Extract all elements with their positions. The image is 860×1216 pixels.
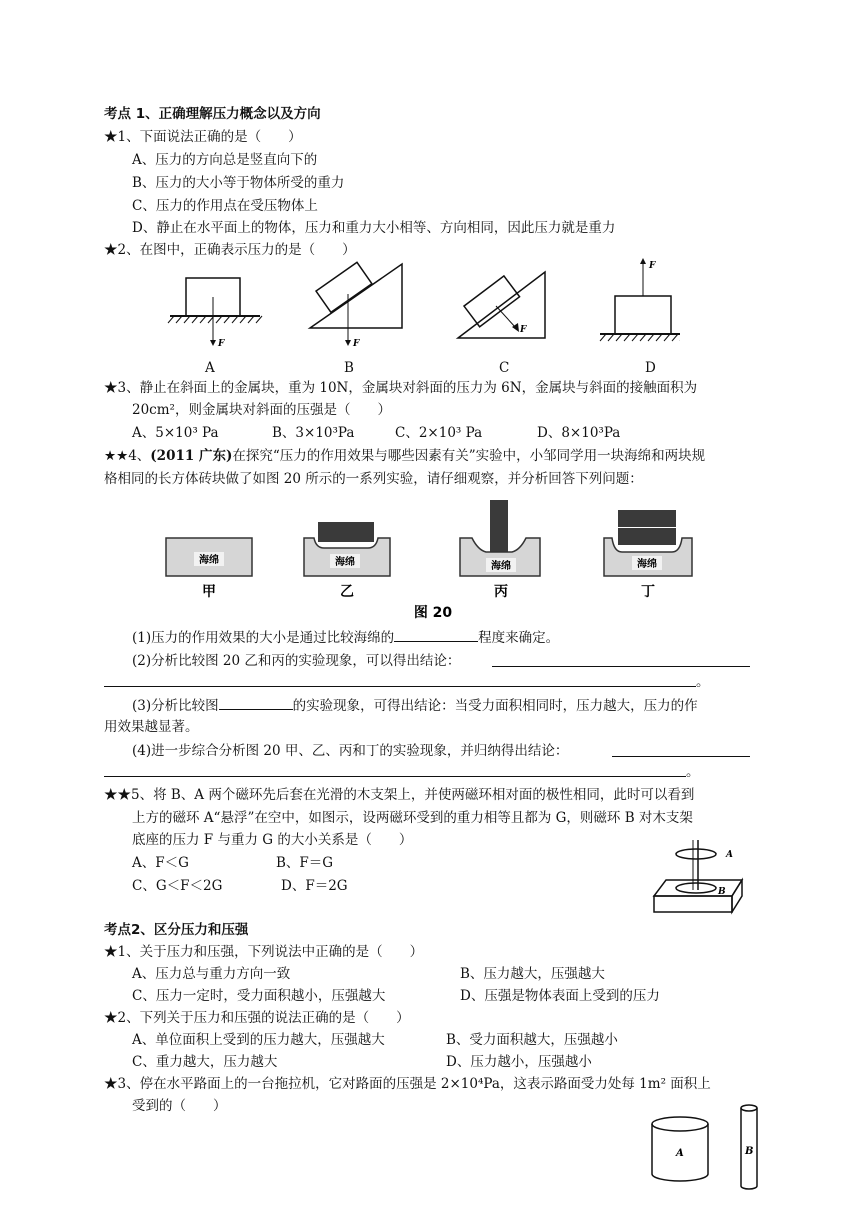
- q3-stem-line-2: 20cm²，则金属块对斜面的压强是（ ）: [132, 402, 391, 418]
- q3-option-d: D、8×10³Pa: [537, 425, 621, 441]
- q4-sub-4-end: 。: [686, 764, 700, 780]
- s2-q1-option-a: A、压力总与重力方向一致: [132, 966, 291, 982]
- q4-sponge-figure: [160, 500, 700, 620]
- s2-q3-line-1: ★3、停在水平路面上的一台拖拉机，它对路面的压强是 2×10⁴Pa，这表示路面受力处每 1m² 面积上: [104, 1076, 711, 1092]
- s2-q2-stem: ★2、下列关于压力和压强的说法正确的是（ ）: [104, 1010, 410, 1026]
- cylinder-label-a: A: [676, 1148, 684, 1159]
- q2-stem: ★2、在图中，正确表示压力的是（ ）: [104, 242, 356, 258]
- q4-sub-3-line-2: 用效果越显著。: [104, 719, 199, 735]
- q4-sub-3-text-b: 的实验现象，可得出结论：当受力面积相同时，压力越大，压力的作: [292, 698, 698, 714]
- q5-line-3: 底座的压力 F 与重力 G 的大小关系是（ ）: [132, 832, 413, 848]
- figure-c: [458, 272, 545, 338]
- s2-q1-option-d: D、压强是物体表面上受到的压力: [460, 988, 660, 1004]
- cylinder-a: [652, 1117, 708, 1181]
- q4-sub-3-blank: [219, 695, 293, 710]
- ring-label-a: A: [726, 850, 733, 860]
- q1-option-d: D、静止在水平面上的物体，压力和重力大小相等、方向相同，因此压力就是重力: [132, 220, 616, 236]
- q4-sub-3-text-a: (3)分析比较图: [132, 698, 219, 714]
- sponge-label-jia: 海绵: [199, 555, 219, 566]
- s2-q2-option-d: D、压力越小，压强越小: [446, 1054, 592, 1070]
- q4-sub-2-blank-2: [104, 686, 696, 687]
- figure-d: [600, 258, 680, 341]
- s2-q2-option-b: B、受力面积越大，压强越小: [446, 1032, 618, 1048]
- q4-sub-2: (2)分析比较图 20 乙和丙的实验现象，可以得出结论：: [132, 653, 461, 669]
- sponge-panel-bing: [460, 500, 540, 576]
- panel-label-yi: 乙: [340, 584, 354, 600]
- q4-sub-3: [132, 695, 698, 716]
- figure-label-c: C: [499, 360, 510, 376]
- figure-label-b: B: [344, 360, 354, 376]
- q4-sub-2-end: 。: [696, 674, 710, 690]
- q4-stem-rest: 在探究“压力的作用效果与哪些因素有关”实验中，小邹同学用一块海绵和两块规: [232, 448, 706, 464]
- cylinder-label-b: B: [745, 1146, 754, 1157]
- q4-sub-1-text-b: 程度来确定。: [478, 630, 560, 646]
- q5-option-a: A、F＜G: [132, 855, 189, 871]
- q4-sub-2-blank-1: [492, 666, 750, 667]
- cylinder-b: [741, 1105, 757, 1189]
- figure-label-d: D: [645, 360, 656, 376]
- s2-q1-stem: ★1、关于压力和压强，下列说法中正确的是（ ）: [104, 944, 424, 960]
- s2-q1-option-c: C、压力一定时，受力面积越小，压强越大: [132, 988, 386, 1004]
- q4-sub-1: [132, 627, 559, 648]
- q3-stem-line-1: ★3、静止在斜面上的金属块，重为 10N，金属块对斜面的压力为 6N，金属块与斜面的接触面积为: [104, 380, 698, 396]
- q4-source: (2011 广东): [150, 448, 233, 464]
- q5-option-c: C、G＜F＜2G: [132, 878, 223, 894]
- q1-stem: ★1、下面说法正确的是（ ）: [104, 129, 302, 145]
- q5-option-b: B、F＝G: [276, 855, 334, 871]
- s2-q2-option-c: C、重力越大，压力越大: [132, 1054, 278, 1070]
- q3-option-a: A、5×10³ Pa: [132, 425, 219, 441]
- q4-sub-4: (4)进一步综合分析图 20 甲、乙、丙和丁的实验现象，并归纳得出结论：: [132, 743, 569, 759]
- figure-a-force-label: F: [218, 339, 225, 349]
- q4-sub-1-text-a: (1)压力的作用效果的大小是通过比较海绵的: [132, 630, 395, 646]
- sponge-panel-jia: [166, 538, 252, 576]
- q1-option-a: A、压力的方向总是竖直向下的: [132, 152, 318, 168]
- q5-option-d: D、F＝2G: [281, 878, 348, 894]
- section-1-title: 考点 1、正确理解压力概念以及方向: [104, 106, 321, 122]
- figure-b-force-label: F: [353, 339, 360, 349]
- figure-a: [168, 278, 262, 349]
- q2-force-figures: [160, 256, 680, 352]
- panel-label-bing: 丙: [494, 584, 508, 600]
- s2-q2-option-a: A、单位面积上受到的压力越大，压强越大: [132, 1032, 385, 1048]
- q4-prefix: ★★4、: [104, 448, 151, 464]
- q5-magnet-ring-figure: [648, 838, 748, 918]
- sponge-label-yi: 海绵: [335, 557, 355, 568]
- q1-option-b: B、压力的大小等于物体所受的重力: [132, 175, 345, 191]
- figure-b: [310, 262, 402, 349]
- figure-d-force-label: F: [649, 261, 656, 271]
- sponge-label-bing: 海绵: [491, 561, 511, 572]
- q4-sub-1-blank: [394, 627, 478, 642]
- q4-stem-line-1: [104, 446, 705, 466]
- ring-label-b: B: [718, 887, 726, 897]
- figure-label-a: A: [205, 360, 215, 376]
- q1-option-c: C、压力的作用点在受压物体上: [132, 198, 318, 214]
- sponge-panel-ding: [604, 510, 692, 576]
- section-2-title: 考点2、区分压力和压强: [104, 922, 249, 938]
- panel-label-jia: 甲: [202, 584, 216, 600]
- q4-sub-4-blank-2: [104, 776, 686, 777]
- q3-option-c: C、2×10³ Pa: [395, 425, 483, 441]
- q4-sub-4-blank-1: [612, 756, 750, 757]
- figure-c-force-label: F: [520, 325, 527, 335]
- sponge-label-ding: 海绵: [637, 559, 657, 570]
- s2-q3-line-2: 受到的（ ）: [132, 1098, 227, 1114]
- figure-20-caption: 图 20: [413, 605, 453, 620]
- panel-label-ding: 丁: [641, 584, 655, 600]
- q3-option-b: B、3×10³Pa: [272, 425, 355, 441]
- sponge-panel-yi: [304, 522, 390, 576]
- q5-line-1: ★★5、将 B、A 两个磁环先后套在光滑的木支架上，并使两磁环相对面的极性相同，此时可以看到: [104, 787, 695, 803]
- s2-q1-option-b: B、压力越大，压强越大: [460, 966, 605, 982]
- q4-stem-line-2: 格相同的长方体砖块做了如图 20 所示的一系列实验，请仔细观察，并分析回答下列问题：: [104, 471, 643, 487]
- s2-cylinders-figure: [640, 1100, 770, 1192]
- q5-line-2: 上方的磁环 A“悬浮”在空中，如图示，设两磁环受到的重力相等且都为 G，则磁环 B 对木支架: [132, 810, 693, 826]
